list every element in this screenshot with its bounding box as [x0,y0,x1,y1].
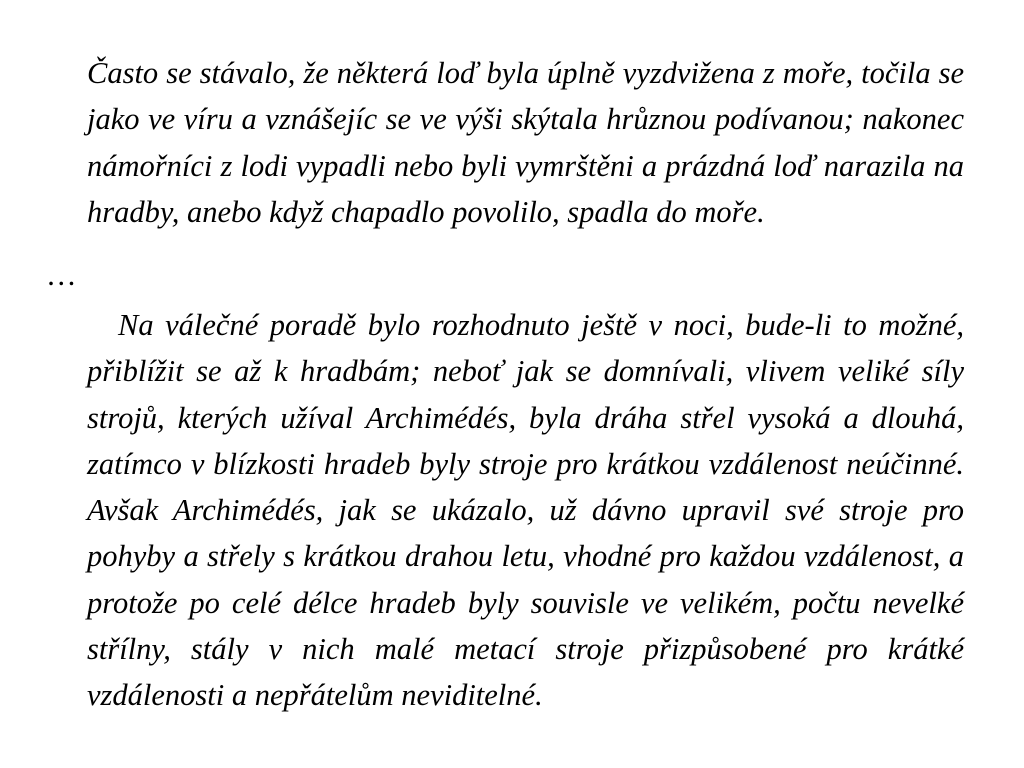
paragraph-ships-lifted: Často se stávalo, že některá loď byla úplně vyzdvižena z moře, točila se jako ve víru a vznášejíc se ve výši skýtala hrůznou podívanou; nakonec námořníci z lodi vypadli nebo byli vymrštěni a prázdná loď narazila na hradby, anebo když chapadlo povolilo, spadla do moře. [87,56,964,229]
paragraph-war-council: Na válečné poradě bylo rozhodnuto ještě v noci, bude-li to možné, přiblížit se až k hradbám; neboť jak se domnívali, vlivem veliké síly strojů, kterých užíval Archimédés, byla dráha střel vysoká a dlouhá, zatímco v blízkosti hradeb byly stroje pro krátkou vzdálenost neúčinné. Avšak Archimédés, jak se ukázalo, už dávno upravil své stroje pro pohyby a střely s krátkou drahou letu, vhodné pro každou vzdálenost, a protože po celé délce hradeb byly souvisle ve velikém, počtu nevelké střílny, stály v nich malé metací stroje přizpůsobené pro krátké vzdálenosti a nepřátelům neviditelné. [87,308,964,713]
omission-ellipsis: … [46,258,77,292]
